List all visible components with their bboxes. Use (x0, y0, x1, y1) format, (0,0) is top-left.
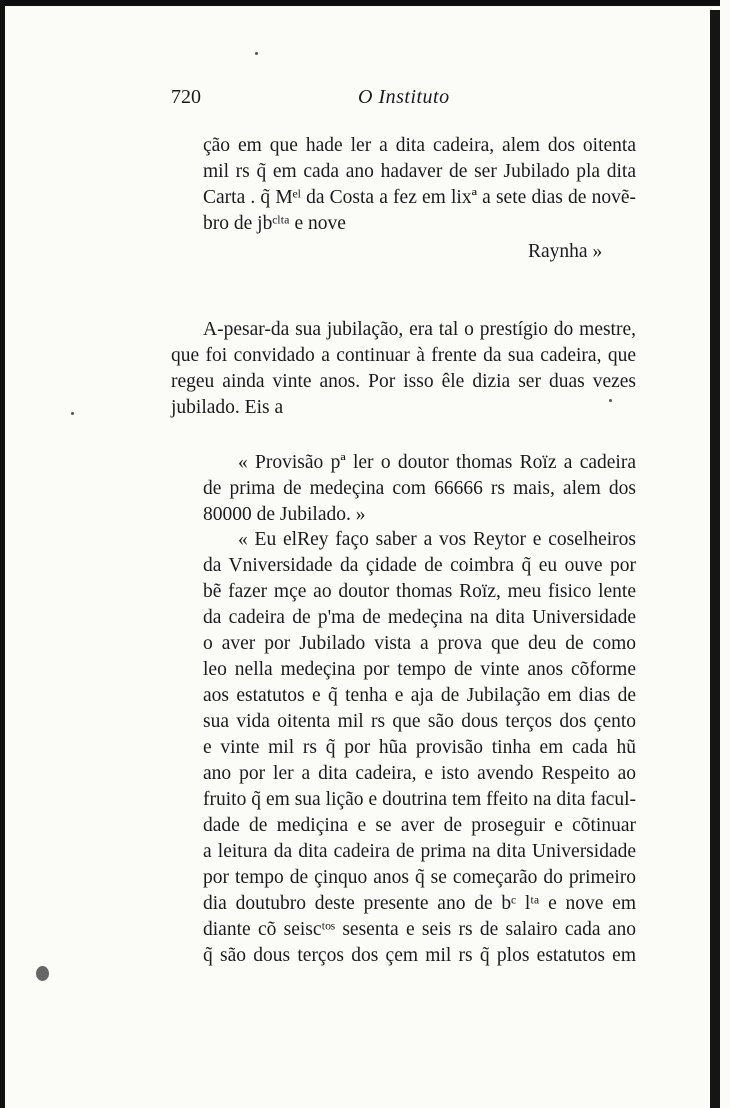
text-line: « Eu elRey faço saber a vos Reytor e coselheiros (238, 529, 636, 550)
text-line: sua vida oitenta mil rs que são dous terços dos çento (203, 711, 636, 732)
text-line: a leitura da dita cadeira de prima na dita Universidade (203, 841, 636, 862)
text-line: jubilado. Eis a (171, 397, 284, 418)
text-line: ção em que hade ler a dita cadeira, alem dos oitenta (203, 135, 636, 156)
speckle (71, 412, 74, 415)
speckle (255, 52, 258, 55)
text-line: dia doutubro deste presente ano de bᶜ lᵗᵃ e nove em (203, 893, 636, 914)
text-line: bro de jbᶜˡᵗᵃ e nove (203, 213, 346, 234)
scan-margin-right (720, 0, 730, 1108)
text-line: A-pesar-da sua jubilação, era tal o prestígio do mestre, (203, 319, 636, 340)
text-line: leo nella medeçina por tempo de vinte anos cõforme (203, 659, 636, 680)
text-line: dade de mediçina e se aver de proseguir e cõtinuar (203, 815, 636, 836)
speckle (609, 399, 612, 402)
running-title: O Instituto (358, 86, 450, 108)
text-line: « Provisão pª ler o doutor thomas Roïz a cadeira (238, 452, 636, 473)
text-line: que foi convidado a continuar à frente da sua cadeira, que (171, 345, 636, 366)
running-header (0, 86, 730, 118)
text-line: 80000 de Jubilado. » (203, 504, 366, 525)
ink-blot (36, 966, 49, 981)
text-line: de prima de medeçina com 66666 rs mais, alem dos (203, 478, 636, 499)
text-line: o aver por Jubilado vista a prova que deu de como (203, 633, 636, 654)
text-line: da cadeira de p'ma de medeçina na dita Universidade (203, 607, 636, 628)
text-line: ano por ler a dita cadeira, e isto avendo Respeito ao (203, 763, 636, 784)
scan-edge-right (710, 10, 720, 1108)
text-line: da Vniversidade da çidade de coimbra q̃ eu ouve por (203, 555, 636, 576)
signature: Raynha » (528, 241, 603, 262)
text-line: e vinte mil rs q̃ por hũa provisão tinha em cada hũ (203, 737, 636, 758)
text-line: q̃ são dous terços dos çem mil rs q̃ plos estatutos em (203, 945, 636, 966)
text-line: diante cõ seiscᵗᵒˢ sesenta e seis rs de salairo cada ano (203, 919, 636, 940)
scan-edge-top (0, 0, 730, 6)
text-line: mil rs q̃ em cada ano hadaver de ser Jubilado pla dita (203, 161, 636, 182)
text-line: por tempo de çinquo anos q̃ se começarão do primeiro (203, 867, 636, 888)
page-number: 720 (171, 86, 201, 108)
text-line: regeu ainda vinte anos. Por isso êle dizia ser duas vezes (171, 371, 636, 392)
text-line: bẽ fazer mçe ao doutor thomas Roïz, meu fisico lente (203, 581, 636, 602)
scan-edge-left (0, 0, 5, 1108)
text-line: fruito q̃ em sua lição e doutrina tem ffeito na dita facul- (203, 789, 636, 810)
text-line: aos estatutos e q̃ tenha e aja de Jubilação em dias de (203, 685, 636, 706)
text-line: Carta . q̃ Mᵉˡ da Costa a fez em lixª a sete dias de novẽ- (203, 187, 636, 208)
